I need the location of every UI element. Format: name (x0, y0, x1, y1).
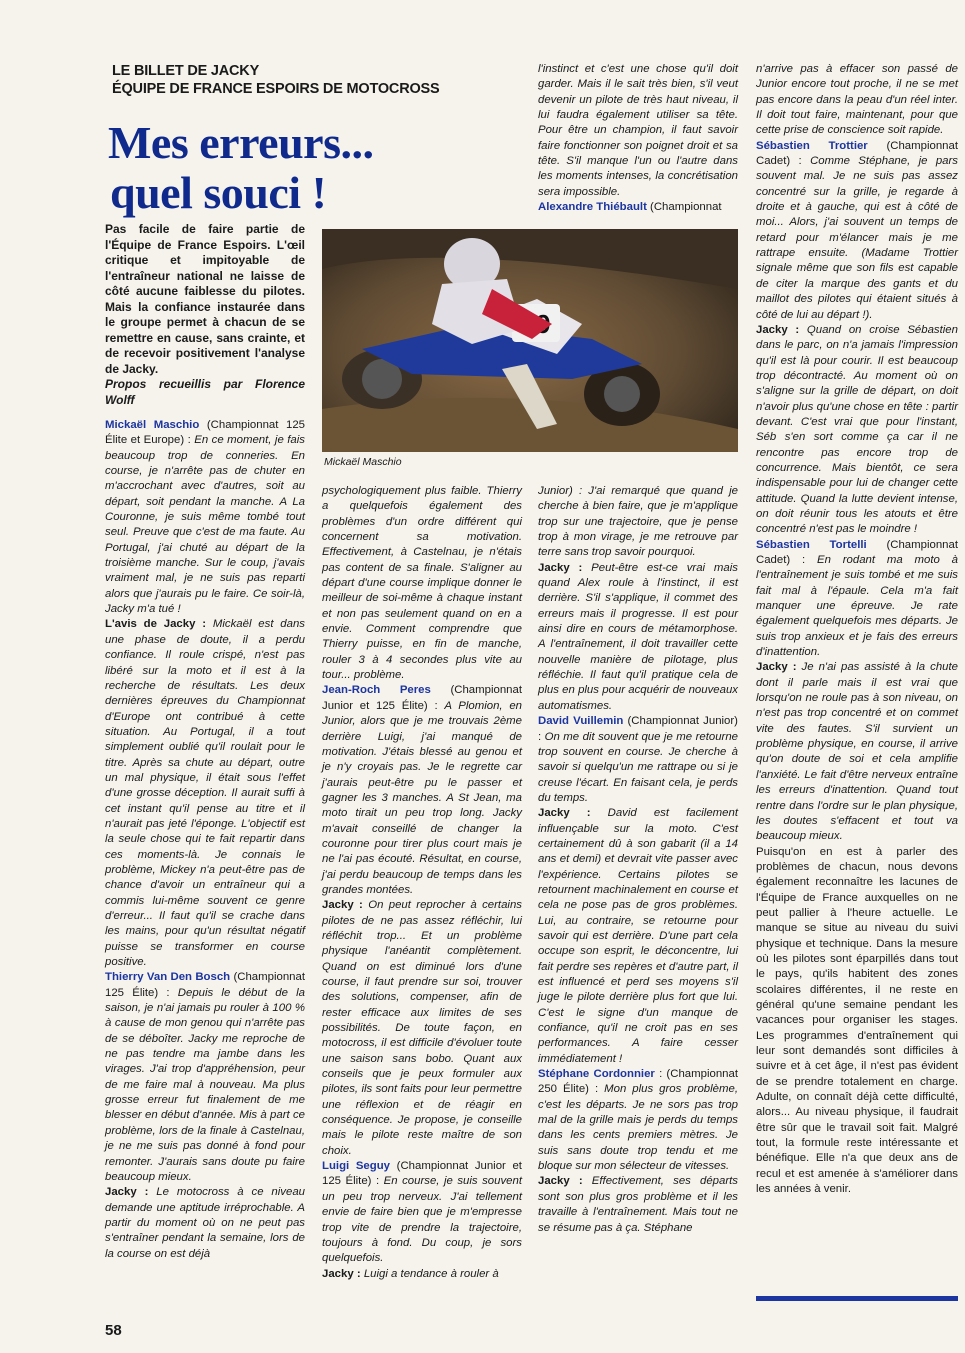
jacky-reply (538, 1174, 738, 1235)
quote-text: On me dit souvent que je me retourne trop souvent en course. Je cherche à savoir si quelqu'un me rattrape ou si je creuse l'écart. En faisant cela, je perds du temps. (538, 730, 738, 804)
intro-paragraph: Pas facile de faire partie de l'Équipe de France Espoirs. L'œil critique et impitoyable de l'entraîneur national ne laisse de côté aucune faiblesse du pilotes. Mais la confiance instaurée dans le groupe permet à chacun de se remettre en cause, sans crainte, et de recevoir positivement l'analyse de Jacky. (105, 222, 305, 376)
speaker-name: Alexandre Thiébault (538, 201, 647, 214)
rider-photo (322, 229, 738, 452)
reply-text: Effectivement, ses départs sont son plus gros problème et il les travaille à l'entraînement. Mais tout ne se résume pas à ça. Stéphane (538, 1175, 738, 1234)
speaker-name: Luigi Seguy (322, 1160, 391, 1173)
speaker-name: Mickaël Maschio (105, 419, 200, 431)
title-line-1: Mes erreurs... (108, 117, 374, 168)
reply-text: Le motocross à ce niveau demande une aptitude irréprochable. A partir du moment où on ne peut pas s'entraîner pendant la semaine, lors de la course on est déjà (105, 1186, 305, 1260)
column-3 (538, 484, 738, 1236)
conclusion-paragraph: Puisqu'on en est à parler des problèmes de chacun, nous devons également reconnaître les lacunes de l'Équipe de France auxquelles on ne peut pallier à l'heure actuelle. Le manque se situe au niveau du suivi physique et technique. Dans la mesure où les pilotes sont éparpillés dans tout le pays, qu'ils habitent des zones scolaires différentes, il ne reste en général qu'une semaine pendant les vacances pour organiser les stages. Les programmes d'entraînement qui leur sont demandés sont difficiles à suivre et à cet âge, il n'est pas évident de se prendre totalement en charge. Adulte, on connaît déjà cette difficulté, alors... Au niveau physique, il faudrait être sûr que le travail soit fait. Malgré tout, la formule reste intéressante et bénéfique. Elle n'a que deux ans de recul et est amenée à s'améliorer dans les années à venir. (756, 845, 958, 1196)
reply-text: David est facilement influençable sur la moto. C'est certainement dû à son gabarit (il a 14 ans et demi) et devrait vite passer avec l'expérience. Certains pilotes se retournent machinalement en course et cela ne pose pas de gros problèmes. Lui, au contraire, se retourne pour savoir qui est derrière. D'une part cela occupe son esprit, le déconcentre, lui fait perdre ses repères et d'autre part, il est influencé et perd ses moyens s'il juge le pilote derrière plus fort que lui. C'est le signe d'un manque de confiance, qu'il ne croit pas en ses performances. A faire cesser immédiatement ! (538, 807, 738, 1065)
maschio-quote (105, 418, 305, 617)
jacky-label: Jacky : (538, 807, 608, 820)
kicker-line-1: LE BILLET DE JACKY (112, 63, 260, 79)
rubric-kicker (112, 62, 440, 98)
speaker-meta: (Championnat 125 Élite) : (105, 971, 305, 999)
jacky-label: Jacky : (756, 323, 807, 336)
reply-text: Mickaël est dans une phase de doute, il a perdu confiance. Il roule crispé, n'est pas libéré sur la moto et il est à la recherche de résultats. Les deux dernières épreuves du Championnat d'Europe ont contribué à cette situation. Au Portugal, il a tout simplement oublié qu'il roulait pour le titre. Après sa chute au départ, outre un mal physique, il était sous l'effet d'une grosse déception. Il aurait suffi à cet instant qu'il pense au titre et il n'aurait pas jeté l'éponge. L'objectif est la seule chose qui te fait repartir dans ces moments-là. Je connais le problème, Mickey n'a peut-être pas de chance d'avoir un entraîneur qui a commis lui-même souvent ce genre d'erreur... Il faut qu'il se crache dans les mains, pour qu'un résultat négatif puisse se transformer en course positive. (105, 618, 305, 969)
quote-text: Depuis le début de la saison, je n'ai jamais pu rouler à 100 % à cause de mon genou qui n'arrête pas de se déboîter. Jacky me reproche de ne pas tendre ma jambe dans les virages. J'ai trop d'appréhension, peur de me faire mal à nouveau. Ma plus grosse erreur fut finalement de me blesser en début d'année. Mis à part ce problème, lors de la finale à Castelnau, je ne me suis pas donné à fond pour remonter. J'aurais sans doute pu faire beaucoup mieux. (105, 986, 305, 1183)
speaker-name: David Vuillemin (538, 715, 624, 728)
title-line-2: quel souci ! (110, 167, 327, 218)
jacky-reply (105, 1185, 305, 1262)
reply-text: Peut-être est-ce vrai mais quand Alex roule à l'instinct, il est derrière. S'il s'applique, il commet des erreurs mais il progresse. Il est pour ainsi dire en cours de métamorphose. A l'entraînement, il doit travailler cette nouvelle manière de pilotage, plus réfléchie. Il faut qu'il pratique cela de plus en plus pour acquérir de nouveaux automatismes. (538, 561, 738, 712)
jacky-reply (756, 660, 958, 844)
speaker-meta: : (Championnat 250 Élite) : (538, 1068, 738, 1096)
column-1 (105, 222, 305, 1262)
jacky-reply-continued: n'arrive pas à effacer son passé de Junior encore tout proche, il ne se met pas encore dans la peau d'un réel inter. Il doit tout faire, maintenant, pour que cette prise de conscience soit rapide. (756, 63, 958, 137)
seguy-quote (322, 1159, 522, 1266)
speaker-name: Thierry Van Den Bosch (105, 971, 231, 984)
jacky-reply (322, 898, 522, 1159)
column-4 (756, 62, 958, 1197)
speaker-name: Jean-Roch Peres (322, 684, 431, 697)
jacky-label: Jacky : (756, 661, 802, 674)
thiebault-quote-continued: Junior) : J'ai remarqué que quand je cherche à bien faire, que je m'applique trop sur une trajectoire, que je pense trop à mon virage, je me retrouve par terre sans trop savoir pourquoi. (538, 485, 738, 559)
quote-text: A Plomion, en Junior, alors que je me trouvais 2ème derrière Luigi, j'ai manqué de motivation. J'étais blessé au genou et je n'y croyais pas. Je le regrette car j'aurais peut-être pu le passer et gagner les 3 manches. A St Jean, ma moto tirait un peu trop long. Jacky m'avait conseillé de changer la couronne pour tirer plus court mais je ne l'ai pas écouté. Résultat, en course, j'ai perdu beaucoup de temps dans les grandes montées. (322, 699, 523, 896)
jacky-label: Jacky : (105, 1186, 157, 1199)
jacky-reply-continued: l'instinct et c'est une chose qu'il doit garder. Mais il le sait très bien, s'il veut devenir un pilote de très haut niveau, il lui faudra également utiliser sa tête. Pour être un champion, il faut savoir faire fonctionner son poignet droit et sa tête. S'il manque l'un ou l'autre dans les moments intenses, la concrétisation sera impossible. (538, 63, 738, 198)
kicker-line-2: ÉQUIPE DE FRANCE ESPOIRS DE MOTOCROSS (112, 81, 440, 97)
jacky-label: Jacky : (322, 1267, 364, 1280)
peres-quote (322, 683, 522, 898)
page-number: 58 (105, 1322, 122, 1339)
speaker-meta: (Championnat (646, 201, 722, 214)
vuillemin-quote (538, 714, 738, 806)
jacky-reply (538, 806, 738, 1067)
thiebault-quote-start (538, 200, 738, 215)
quote-text: En ce moment, je fais beaucoup trop de conneries. En course, je n'arrête pas de chuter en m'accrochant avec d'autres, soit au départ, soit pendant la manche. A La Couronne, je suis même tombé tout seul. Preuve que c'est de ma faute. Au Portugal, j'ai chuté au départ de la troisième manche. Sur le coup, j'avais vraiment mal, je ne suis pas reparti alors que j'aurais pu le faire. Ce soir-là, Jacky m'a tué ! (105, 434, 305, 616)
speaker-meta: (Championnat Junior et 125 Élite) : (322, 1160, 522, 1188)
tortelli-quote (756, 538, 958, 661)
quote-text: En course, je suis souvent un peu trop nerveux. J'ai tellement envie de faire bien que je m'empresse trop vite de prendre la trajectoire, toujours à fond. Du coup, je sors quelquefois. (322, 1175, 522, 1265)
jacky-reply-continued: psychologiquement plus faible. Thierry a quelquefois également des problèmes d'un ordre différent qui concernent sa motivation. Effectivement, à Castelnau, je n'étais pas content de sa finale. S'aligner au départ d'une course implique donner le meilleur de soi-même à chaque instant et non pas seulement quand on en a envie. Comment comprendre que Thierry puisse, en fin de manche, rouler 3 à 4 secondes plus vite au tour... problème. (322, 485, 522, 682)
quote-text: En rodant ma moto à l'entraînement je suis tombé et me suis fait mal à l'épaule. Cela m'a fait manquer une épreuve. Je rate également quelquefois mes départs. Je suis trop anxieux et je fais des erreurs d'inattention. (756, 554, 958, 659)
column-2 (322, 484, 522, 1282)
quote-text: Mon plus gros problème, c'est les départs. Je ne sors pas trop mal de la grille mais je perds du temps dans les cents premiers mètres. Je suis sans doute trop tendu et me bloque sur mon sélecteur de vitesses. (538, 1083, 738, 1173)
speaker-meta: (Championnat Junior) : (538, 715, 738, 743)
jacky-reply (322, 1267, 522, 1282)
speaker-meta: (Championnat Junior et 125 Élite) : (322, 684, 522, 712)
speaker-name: Stéphane Cordonnier (538, 1068, 655, 1081)
article-end-bar (756, 1296, 958, 1301)
jacky-label: Jacky : (538, 561, 592, 574)
jacky-label: Jacky : (538, 1175, 592, 1188)
trottier-quote (756, 139, 958, 323)
jacky-reply (756, 323, 958, 538)
jacky-reply (105, 617, 305, 970)
jacky-label: Jacky : (322, 899, 369, 912)
article-title (108, 118, 373, 218)
interview-credit: Propos recueillis par Florence Wolff (105, 377, 305, 407)
reply-text: On peut reprocher à certains pilotes de ne pas assez réfléchir, lui réfléchit trop... Et un problème physique l'anéantit complètement. Quand on est diminué lors d'une course, il faut prendre sur soi, trouver des solutions, compenser, afin de rester efficace aux limites de ses possibilités. De toute façon, en motocross, il est difficile d'évoluer toute une saison sans bobo. Quant aux conseils que je peux formuler aux pilotes, ils sont faits pour leur permettre une réflexion et de réagir en conséquence. Je propose, je conseille mais le pilote reste maître de son choix. (322, 899, 522, 1157)
vdb-quote (105, 970, 305, 1185)
reply-text: Luigi a tendance à rouler à (363, 1267, 499, 1280)
quote-text: Comme Stéphane, je pars souvent mal. Je ne suis pas assez concentré sur la grille, je regarde à droite et à gauche, qui est à côté de moi... Alors, j'ai souvent un temps de retard pour m'élancer mais je me rattrape ensuite. (Madame Trottier signale même que son fils est capable de citer la marque des gants et du maillot des pilotes qui étaient situés à côté de lui au départ !). (756, 155, 958, 321)
speaker-name: Sébastien Trottier (756, 139, 868, 152)
reply-text: Je n'ai pas assisté à la chute dont il parle mais il est vrai que lorsqu'on ne roule pas à son niveau, on n'est pas trop concentré et on commet vite des fautes. S'il survient un problème physique, en course, il arrive qu'on doute de soi et cela amplifie l'anxiété. Le fait d'être nerveux entraîne les erreurs d'inattention. Quand tout rentre dans l'ordre sur le plan physique, les doutes s'effacent et tout va beaucoup mieux. (756, 661, 958, 843)
speaker-name: Sébastien Tortelli (756, 538, 867, 551)
photo-caption: Mickaël Maschio (324, 456, 402, 468)
speaker-meta: (Championnat Cadet) : (756, 139, 958, 168)
jacky-reply (538, 561, 738, 714)
cordonnier-quote (538, 1067, 738, 1174)
reply-text: Quand on croise Sébastien dans le parc, on n'a jamais l'impression qu'il est là pour courir. Il est beaucoup trop décontracté. Au moment où on s'aligne sur la grille de départ, on doit n'avoir plus qu'une chose en tête : partir devant. C'est vrai que pour l'instant, Séb s'en sort comme ça car il ne rencontre pas encore trop de concurrence. Mais bientôt, ce sera indispensable pour lui de changer cette attitude. Quand la lutte devient intense, on doit réunir tous les atouts et être concentré n'est pas le moindre ! (756, 323, 958, 536)
speaker-meta: (Championnat 125 Élite et Europe) : (105, 419, 305, 447)
speaker-meta: (Championnat Cadet) : (756, 538, 958, 566)
motocross-rider-illustration (322, 229, 738, 452)
column-3-top (538, 62, 738, 215)
jacky-label: L'avis de Jacky : (105, 618, 213, 631)
